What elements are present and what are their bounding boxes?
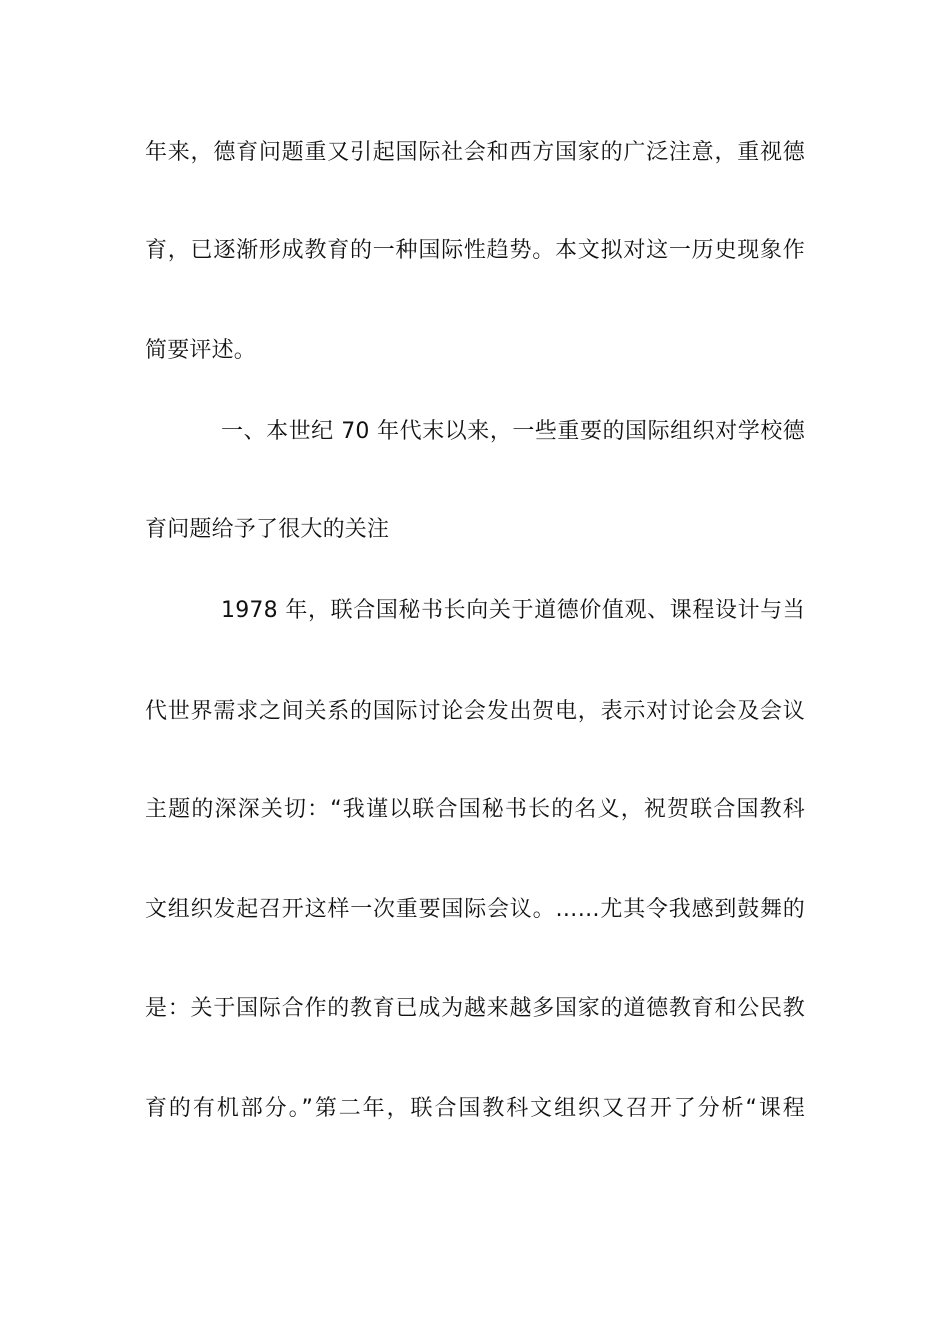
paragraph-line: 育的有机部分。”第二年，联合国教科文组织又召开了分析“课程 bbox=[145, 1096, 805, 1121]
section-heading-line: 一、本世纪 70 年代末以来，一些重要的国际组织对学校德 bbox=[221, 419, 805, 444]
paragraph-line: 代世界需求之间关系的国际讨论会发出贺电，表示对讨论会及会议 bbox=[145, 699, 805, 724]
paragraph-line: 1978 年，联合国秘书长向关于道德价值观、课程设计与当 bbox=[221, 598, 805, 623]
paragraph-line: 主题的深深关切：“我谨以联合国秘书长的名义，祝贺联合国教科 bbox=[145, 797, 805, 822]
paragraph-line: 育，已逐渐形成教育的一种国际性趋势。本文拟对这一历史现象作 bbox=[145, 238, 805, 263]
paragraph-line: 年来，德育问题重又引起国际社会和西方国家的广泛注意，重视德 bbox=[145, 140, 805, 165]
paragraph-line: 文组织发起召开这样一次重要国际会议。……尤其令我感到鼓舞的 bbox=[145, 897, 805, 922]
section-heading-line: 育问题给予了很大的关注 bbox=[145, 517, 390, 542]
paragraph-line: 简要评述。 bbox=[145, 338, 257, 363]
paragraph-line: 是：关于国际合作的教育已成为越来越多国家的道德教育和公民教 bbox=[145, 996, 805, 1021]
